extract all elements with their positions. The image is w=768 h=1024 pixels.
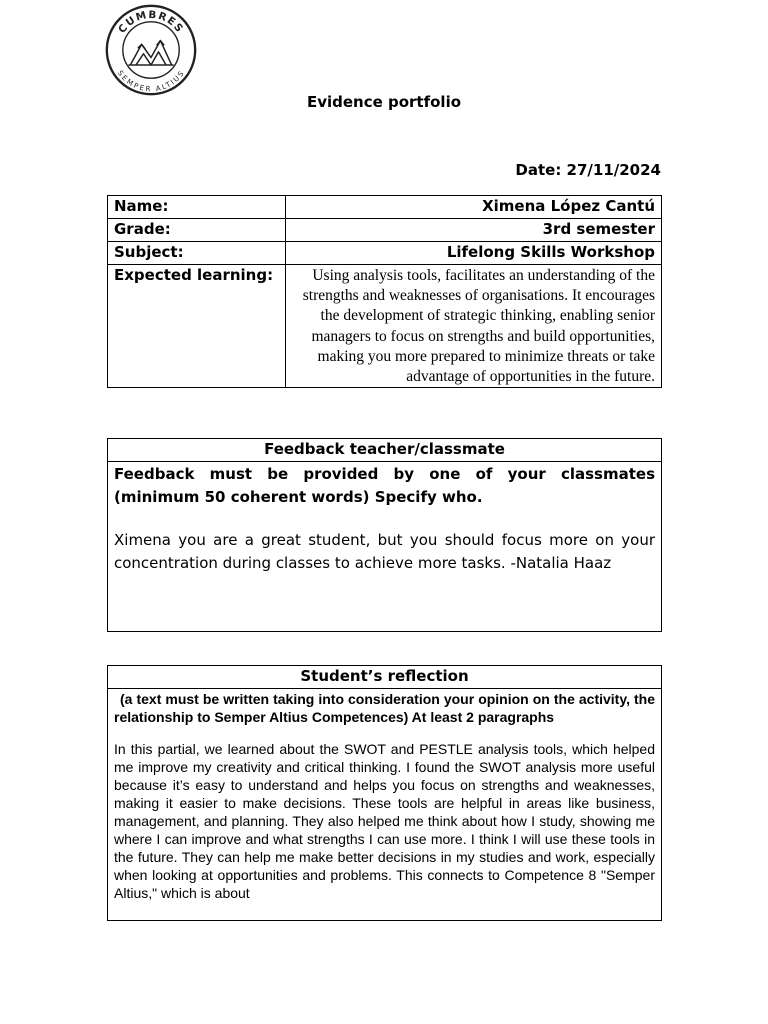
name-value: Ximena López Cantú (286, 196, 662, 219)
logo-bottom-text: SEMPER ALTIUS (115, 68, 187, 94)
subject-value: Lifelong Skills Workshop (286, 242, 662, 265)
subject-label: Subject: (108, 242, 286, 265)
reflection-response: In this partial, we learned about the SWOT and PESTLE analysis tools, which helped me improve my creativity and critical thinking. I found the SWOT analysis more useful because it’s easy to understand and helps you focus on strengths and weaknesses, making it easier to make decisions. These tools are helpful in areas like business, management, and planning. They also helped me think about how I study, showing me where I can improve and what strengths I can use more. I think I will use these tools in the future. They can help me make better decisions in my studies and work, especially when looking at opportunities and problems. This connects to Competence 8 "Semper Altius," which is about (114, 741, 655, 901)
name-label: Name: (108, 196, 286, 219)
expected-learning-label: Expected learning: (108, 265, 286, 388)
reflection-instruction: (a text must be written taking into consideration your opinion on the activity, the relationship to Semper Altius Competences) At least 2 paragraphs (114, 691, 655, 725)
date-label: Date: 27/11/2024 (515, 161, 661, 179)
table-row (108, 265, 662, 388)
table-row (108, 242, 662, 265)
feedback-response: Ximena you are a great student, but you should focus more on your concentration during classes to achieve more tasks. -Natalia Haaz (114, 531, 655, 572)
page-title: Evidence portfolio (306, 93, 462, 111)
logo-top-text: CUMBRES (116, 8, 186, 36)
grade-value: 3rd semester (286, 219, 662, 242)
svg-text:SEMPER ALTIUS (116, 69, 186, 94)
grade-label: Grade: (108, 219, 286, 242)
mountains-icon (128, 41, 173, 65)
table-row (108, 219, 662, 242)
reflection-heading: Student’s reflection (108, 666, 662, 689)
expected-learning-value: Using analysis tools, facilitates an understanding of the strengths and weaknesses of organisations. It encourages the development of strategic thinking, enabling senior managers to focus on strengths and build opportunities, making you more prepared to minimize threats or take advantage of opportunities in the future. (286, 265, 662, 388)
reflection-table (107, 665, 662, 921)
feedback-body (108, 462, 662, 632)
table-row (108, 196, 662, 219)
info-table (107, 195, 662, 388)
reflection-body (108, 689, 662, 921)
feedback-instruction: Feedback must be provided by one of your classmates (minimum 50 coherent words) Specify who. (114, 465, 655, 506)
feedback-heading: Feedback teacher/classmate (108, 439, 662, 462)
feedback-table (107, 438, 662, 632)
cumbres-logo (104, 3, 198, 97)
